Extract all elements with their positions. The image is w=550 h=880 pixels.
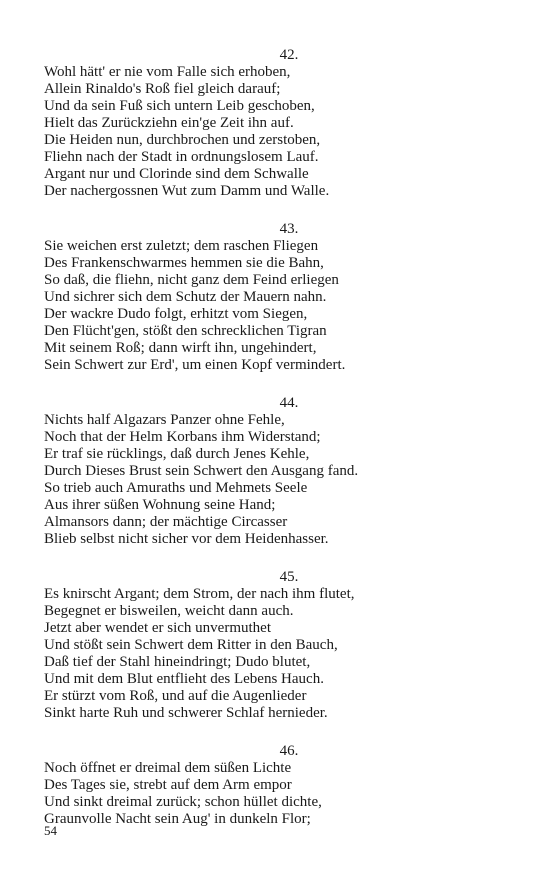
page-body: [44, 47, 514, 849]
verse-line: Begegnet er bisweilen, weicht dann auch.: [44, 603, 294, 619]
verse-line: So daß, die fliehn, nicht ganz dem Feind erliegen: [44, 272, 339, 288]
verse-line: So trieb auch Amuraths und Mehmets Seele: [44, 480, 308, 496]
verse-line: Sinkt harte Ruh und schwerer Schlaf hernieder.: [44, 705, 328, 721]
verse-line: Allein Rinaldo's Roß fiel gleich darauf;: [44, 81, 281, 97]
verse-line: Wohl hätt' er nie vom Falle sich erhoben,: [44, 64, 291, 80]
verse-line: Almansors dann; der mächtige Circasser: [44, 514, 288, 530]
verse-line: Und sichrer sich dem Schutz der Mauern nahn.: [44, 289, 327, 305]
verse-line: Argant nur und Clorinde sind dem Schwalle: [44, 166, 309, 182]
verse-line: Er stürzt vom Roß, und auf die Augenlieder: [44, 688, 307, 704]
verse-line: Jetzt aber wendet er sich unvermuthet: [44, 620, 271, 636]
verse-line: Aus ihrer süßen Wohnung seine Hand;: [44, 497, 276, 513]
verse-line: Den Flücht'gen, stößt den schrecklichen Tigran: [44, 323, 327, 339]
verse-line: Und mit dem Blut entflieht des Lebens Hauch.: [44, 671, 324, 687]
stanza-46: [44, 743, 514, 828]
verse-line: Es knirscht Argant; dem Strom, der nach ihm flutet,: [44, 586, 355, 602]
verse-line: Er traf sie rücklings, daß durch Jenes Kehle,: [44, 446, 310, 462]
verse-line: Die Heiden nun, durchbrochen und zerstoben,: [44, 132, 321, 148]
stanza-number: 44.: [279, 395, 299, 411]
stanza-number: 45.: [279, 569, 299, 585]
verse-line: Noch that der Helm Korbans ihm Widerstand;: [44, 429, 321, 445]
verse-line: Sie weichen erst zuletzt; dem raschen Fliegen: [44, 238, 319, 254]
verse-line: Fliehn nach der Stadt in ordnungslosem Lauf.: [44, 149, 319, 165]
verse-line: Durch Dieses Brust sein Schwert den Ausgang fand.: [44, 463, 359, 479]
verse-line: Nichts half Algazars Panzer ohne Fehle,: [44, 412, 285, 428]
verse-line: Sein Schwert zur Erd', um einen Kopf vermindert.: [44, 357, 346, 373]
verse-line: Der wackre Dudo folgt, erhitzt vom Siegen,: [44, 306, 308, 322]
verse-line: Und sinkt dreimal zurück; schon hüllet dichte,: [44, 794, 322, 810]
verse-line: Und da sein Fuß sich untern Leib geschoben,: [44, 98, 315, 114]
stanza-45: [44, 569, 514, 722]
verse-line: Des Tages sie, strebt auf dem Arm empor: [44, 777, 292, 793]
verse-line: Und stößt sein Schwert dem Ritter in den Bauch,: [44, 637, 338, 653]
verse-line: Graunvolle Nacht sein Aug' in dunkeln Flor;: [44, 811, 311, 827]
verse-line: Mit seinem Roß; dann wirft ihn, ungehindert,: [44, 340, 317, 356]
verse-line: Der nachergossnen Wut zum Damm und Walle.: [44, 183, 330, 199]
stanza-number: 42.: [279, 47, 299, 63]
stanza-44: [44, 395, 514, 548]
page-number: 54: [44, 823, 57, 838]
verse-line: Hielt das Zurückziehn ein'ge Zeit ihn auf.: [44, 115, 294, 131]
verse-line: Des Frankenschwarmes hemmen sie die Bahn,: [44, 255, 324, 271]
stanza-43: [44, 221, 514, 374]
verse-line: Blieb selbst nicht sicher vor dem Heidenhasser.: [44, 531, 329, 547]
stanza-number: 43.: [279, 221, 299, 237]
stanza-42: [44, 47, 514, 200]
verse-line: Daß tief der Stahl hineindringt; Dudo blutet,: [44, 654, 311, 670]
verse-line: Noch öffnet er dreimal dem süßen Lichte: [44, 760, 292, 776]
stanza-number: 46.: [279, 743, 299, 759]
